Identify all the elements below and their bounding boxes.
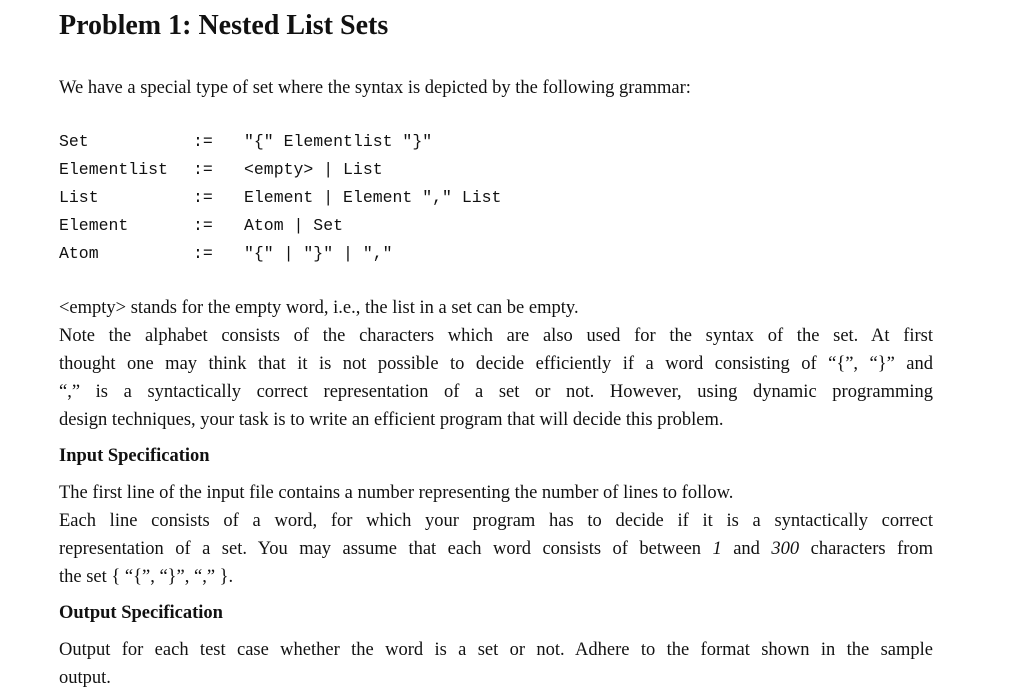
input-spec-line: The first line of the input file contains a number representing the number of lines to follow. bbox=[59, 483, 734, 503]
min-chars: 1 bbox=[712, 539, 722, 559]
input-spec-paragraph bbox=[59, 479, 933, 591]
grammar-lhs: List bbox=[59, 188, 99, 207]
output-spec-line: output. bbox=[59, 668, 111, 688]
description-line: “,” is a syntactically correct representation of a set or not. However, using dynamic programming bbox=[59, 382, 933, 402]
description-paragraph bbox=[59, 294, 933, 434]
grammar-lhs: Element bbox=[59, 216, 129, 235]
intro-paragraph bbox=[59, 74, 933, 102]
output-spec-paragraph bbox=[59, 636, 933, 692]
text: representation of a set. You may assume that each word consists of between bbox=[59, 539, 713, 559]
description-line: design techniques, your task is to write an efficient program that will decide this problem. bbox=[59, 410, 724, 430]
output-spec-heading: Output Specification bbox=[59, 603, 223, 623]
grammar-rhs: <empty> | List bbox=[244, 160, 383, 179]
description-line: thought one may think that it is not possible to decide efficiently if a word consisting of “{”, “}” and bbox=[59, 354, 933, 374]
grammar-op: := bbox=[193, 132, 213, 151]
grammar-op: := bbox=[193, 216, 213, 235]
input-spec-line: the set { “{”, “}”, “,” }. bbox=[59, 567, 234, 587]
page-title: Problem 1: Nested List Sets bbox=[59, 10, 389, 41]
grammar-rhs: "{" | "}" | "," bbox=[244, 244, 393, 263]
grammar-rhs: "{" Elementlist "}" bbox=[244, 132, 433, 151]
input-spec-line bbox=[59, 535, 933, 563]
grammar-lhs: Elementlist bbox=[59, 160, 168, 179]
input-spec-heading: Input Specification bbox=[59, 446, 210, 466]
grammar-op: := bbox=[193, 188, 213, 207]
grammar-op: := bbox=[193, 244, 213, 263]
max-chars: 300 bbox=[771, 539, 800, 559]
grammar-rhs: Element | Element "," List bbox=[244, 188, 502, 207]
grammar-lhs: Atom bbox=[59, 244, 99, 263]
input-spec-line: Each line consists of a word, for which your program has to decide if it is a syntactically correct bbox=[59, 511, 933, 531]
description-line: <empty> stands for the empty word, i.e., the list in a set can be empty. bbox=[59, 298, 579, 318]
description-line: Note the alphabet consists of the characters which are also used for the syntax of the set. At first bbox=[59, 326, 933, 346]
output-spec-line: Output for each test case whether the word is a set or not. Adhere to the format shown in the sample bbox=[59, 640, 933, 660]
grammar-lhs: Set bbox=[59, 132, 89, 151]
text: and bbox=[721, 539, 772, 559]
grammar-rhs: Atom | Set bbox=[244, 216, 344, 235]
text: characters from bbox=[799, 539, 933, 559]
intro-text: We have a special type of set where the syntax is depicted by the following grammar: bbox=[59, 78, 691, 98]
grammar-op: := bbox=[193, 160, 213, 179]
